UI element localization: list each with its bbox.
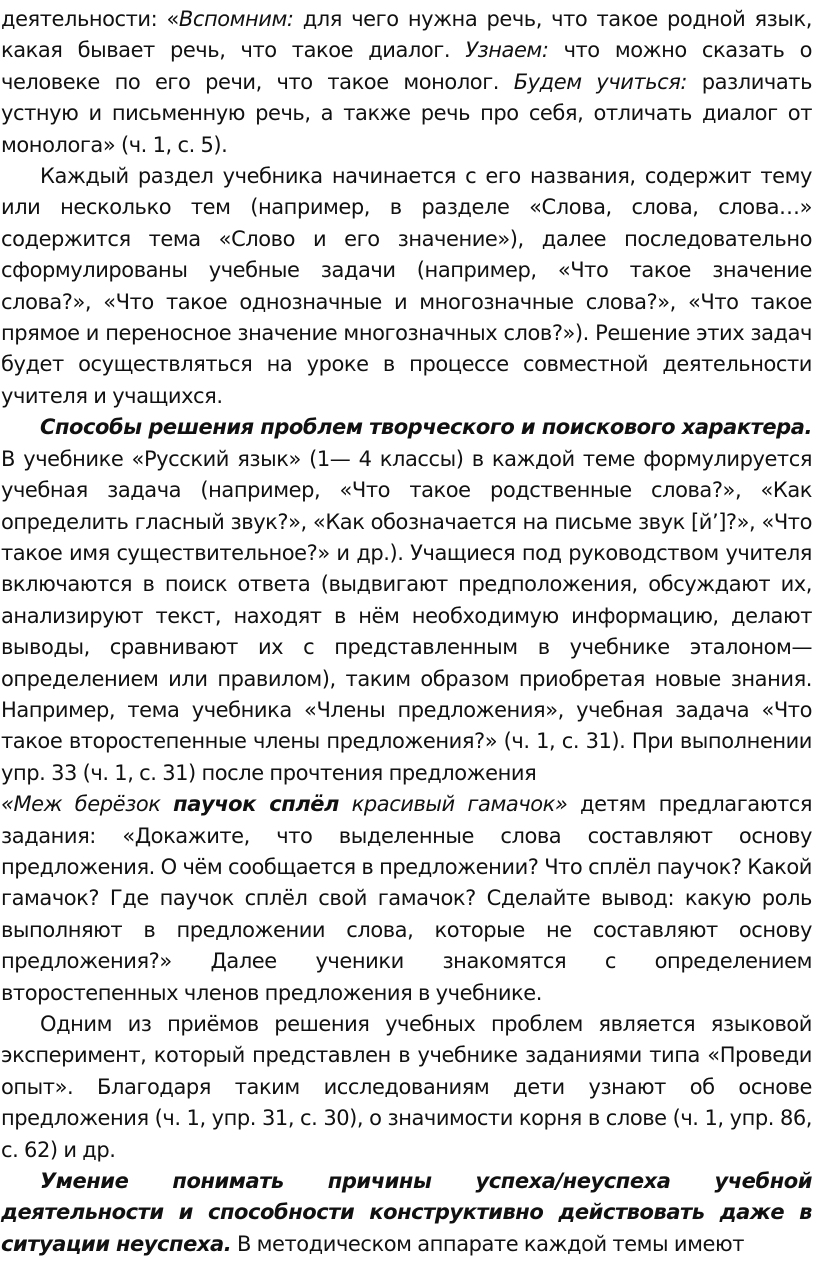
paragraph-exercise-example	[1, 789, 812, 1009]
paragraph-success-failure	[1, 1166, 812, 1260]
paragraph-learning-tasks	[1, 4, 812, 161]
body-text: что можно сказать о человеке по его речи, что такое монолог.	[1, 38, 812, 94]
paragraph-problem-solving	[1, 412, 812, 789]
body-text: для чего нужна речь, что такое родной язык, какая бывает речь, что такое диалог.	[1, 7, 812, 63]
body-text: В учебнике «Русский язык» (1— 4 классы) в каждой теме формулируется учебная задача (например, «Что такое родственные слова?», «Как определить гласный звук?», «Как обозначается на письме звук [й’]?», «Что такое имя существительное?» и др.). Учащиеся под руководством учителя включаются в поиск ответа (выдвигают предположения, обсуждают их, анализируют текст, находят в нём необходимую информацию, делают выводы, сравнивают их с представленным в учебнике эталоном—определением или правилом), таким образом приобретая новые знания. Например, тема учебника «Члены предложения», учебная задача «Что такое второстепенные члены предложения?» (ч. 1, с. 31). При выполнении упр. 33 (ч. 1, с. 31) после прочтения предложения	[1, 446, 812, 785]
body-text: детям предлагаются задания: «Докажите, что выделенные слова составляют основу предложения. О чём сообщается в предложении? Что сплёл паучок? Какой гамачок? Где паучок сплёл свой гамачок? Сделайте вывод: какую роль выполняют в предложении слова, которые не составляют основу предложения?» Далее ученики знакомятся с определением второстепенных членов предложения в учебнике.	[1, 792, 813, 1005]
body-text: Каждый раздел учебника начинается с его названия, содержит тему или несколько тем (например, в разделе «Слова, слова, слова…» содержится тема «Слово и его значение»), далее последовательно сформулированы учебные задачи (например, «Что такое значение слова?», «Что такое однозначные и многозначные слова?», «Что такое прямое и переносное значение многозначных слов?»). Решение этих задач будет осуществляться на уроке в процессе совместной деятельности учителя и учащихся.	[1, 164, 812, 408]
emphasis-text: Способы решения проблем творческого и поискового характера.	[40, 415, 812, 440]
paragraph-section-structure	[1, 161, 812, 412]
italic-text: «Меж берёзок	[1, 792, 174, 817]
body-text: В методическом аппарате каждой темы имеют	[231, 1231, 744, 1256]
italic-text: Узнаем:	[465, 38, 549, 63]
body-text: Одним из приёмов решения учебных проблем является языковой эксперимент, который представлен в учебнике заданиями типа «Проведи опыт». Благодаря таким исследованиям дети узнают об основе предложения (ч. 1, упр. 31, с. 30), о значимости корня в слове (ч. 1, упр. 86, с. 62) и др.	[1, 1012, 812, 1162]
emphasis-text: Умение понимать причины успеха/неуспеха учебной деятельности и способности конструктивно действовать даже в ситуации неуспеха.	[1, 1169, 812, 1256]
body-text: различать устную и письменную речь, а также речь про себя, отличать диалог от монолога» (ч. 1, с. 5).	[1, 69, 812, 157]
italic-text: Будем учиться:	[513, 69, 688, 94]
body-text: деятельности: «	[1, 7, 179, 31]
emphasis-text: паучок сплёл	[173, 792, 339, 817]
italic-text: красивый гамачок»	[338, 792, 568, 817]
italic-text: Вспомним:	[178, 7, 294, 31]
paragraph-language-experiment	[1, 1009, 812, 1166]
